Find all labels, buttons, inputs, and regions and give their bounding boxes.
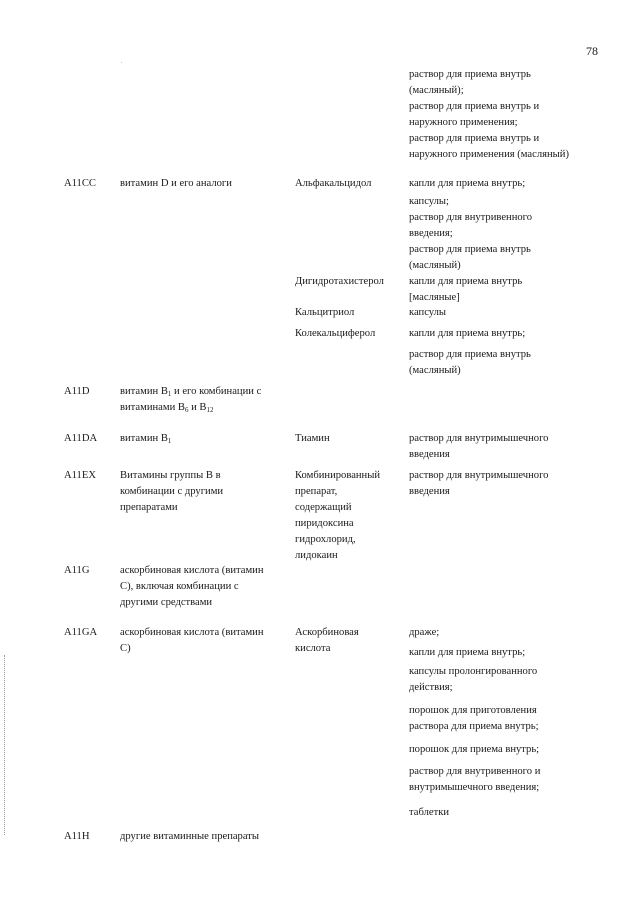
- group-name-line: [120, 431, 171, 447]
- drug-name-line: пиридоксина: [295, 518, 354, 529]
- drug-name-line: Аскорбиновая: [295, 627, 359, 638]
- subscript-index: 6: [184, 406, 189, 414]
- drug-name-line: гидрохлорид,: [295, 534, 356, 545]
- atc-code: A11GA: [64, 627, 98, 638]
- dosage-form-line: (масляный);: [409, 85, 464, 96]
- dosage-form-line: раствор для приема внутрь: [409, 349, 531, 360]
- group-name-line: С): [120, 643, 131, 654]
- group-name-line: другие витаминные препараты: [120, 831, 260, 842]
- dosage-form-line: драже;: [409, 627, 440, 638]
- dosage-form-line: (масляный): [409, 260, 461, 271]
- drug-name-line: Альфакальцидол: [295, 178, 372, 189]
- dosage-form-line: раствор для внутривенного: [409, 212, 533, 223]
- dosage-form-line: раствор для внутримышечного: [409, 433, 549, 444]
- atc-code: A11D: [64, 386, 90, 397]
- dosage-form-line: внутримышечного введения;: [409, 782, 540, 793]
- margin-scan-mark: [4, 655, 5, 835]
- group-name-line: аскорбиновая кислота (витамин: [120, 565, 264, 576]
- dosage-form-line: капсулы;: [409, 196, 449, 207]
- atc-code: A11G: [64, 565, 90, 576]
- drug-name-line: кислота: [295, 643, 331, 654]
- subscript-index: 1: [167, 437, 172, 445]
- drug-name-line: лидокаин: [295, 550, 338, 561]
- dosage-form-line: раствора для приема внутрь;: [409, 721, 539, 732]
- dosage-form-line: раствор для приема внутрь: [409, 244, 531, 255]
- dosage-form-line: раствор для приема внутрь и: [409, 101, 540, 112]
- dosage-form-line: капли для приема внутрь;: [409, 178, 526, 189]
- group-name-line: витамин D и его аналоги: [120, 178, 232, 189]
- group-name-line: [120, 384, 261, 400]
- drug-name-line: Комбинированный: [295, 470, 381, 481]
- group-name-line: другими средствами: [120, 597, 213, 608]
- dosage-form-line: порошок для приготовления: [409, 705, 537, 716]
- dosage-form-line: капсулы: [409, 307, 447, 318]
- dosage-form-line: раствор для внутримышечного: [409, 470, 549, 481]
- dosage-form-line: раствор для внутривенного и: [409, 766, 541, 777]
- atc-code: A11EX: [64, 470, 96, 481]
- dosage-form-line: капли для приема внутрь: [409, 276, 523, 287]
- dosage-form-line: введения: [409, 486, 450, 497]
- group-name-line: С), включая комбинации с: [120, 581, 239, 592]
- text-run: витаминами B: [120, 402, 185, 413]
- dosage-form-line: капсулы пролонгированного: [409, 666, 538, 677]
- dosage-form-line: раствор для приема внутрь: [409, 69, 531, 80]
- group-name-line: препаратами: [120, 502, 178, 513]
- dosage-form-line: порошок для приема внутрь;: [409, 744, 540, 755]
- dosage-form-line: капли для приема внутрь;: [409, 647, 526, 658]
- dosage-form-line: введения: [409, 449, 450, 460]
- dosage-form-line: введения;: [409, 228, 453, 239]
- subscript-index: 12: [206, 406, 214, 414]
- dosage-form-line: действия;: [409, 682, 453, 693]
- dosage-form-line: раствор для приема внутрь и: [409, 133, 540, 144]
- drug-name-line: содержащий: [295, 502, 352, 513]
- text-run: витамин B: [120, 433, 168, 444]
- dosage-form-line: таблетки: [409, 807, 450, 818]
- group-name-line: комбинации с другими: [120, 486, 224, 497]
- text-run: витамин B: [120, 386, 168, 397]
- atc-code: A11CC: [64, 178, 96, 189]
- dosage-form-line: наружного применения (масляный): [409, 149, 569, 160]
- drug-name-line: Тиамин: [295, 433, 330, 444]
- dosage-form-line: [масляные]: [409, 292, 460, 303]
- subscript-index: 1: [167, 390, 172, 398]
- drug-name-line: Кальцитриол: [295, 307, 355, 318]
- dosage-form-line: (масляный): [409, 365, 461, 376]
- drug-name-line: препарат,: [295, 486, 338, 497]
- scan-speck: [121, 62, 122, 63]
- atc-code: A11H: [64, 831, 90, 842]
- drug-name-line: Дигидротахистерол: [295, 276, 384, 287]
- page-number: 78: [586, 44, 598, 58]
- group-name-line: аскорбиновая кислота (витамин: [120, 627, 264, 638]
- group-name-line: Витамины группы B в: [120, 470, 221, 481]
- drug-name-line: Колекальциферол: [295, 328, 376, 339]
- text-run: и его комбинации с: [171, 386, 262, 397]
- atc-code: A11DA: [64, 433, 98, 444]
- text-run: и B: [188, 402, 207, 413]
- group-name-line: [120, 400, 214, 416]
- dosage-form-line: наружного применения;: [409, 117, 518, 128]
- dosage-form-line: капли для приема внутрь;: [409, 328, 526, 339]
